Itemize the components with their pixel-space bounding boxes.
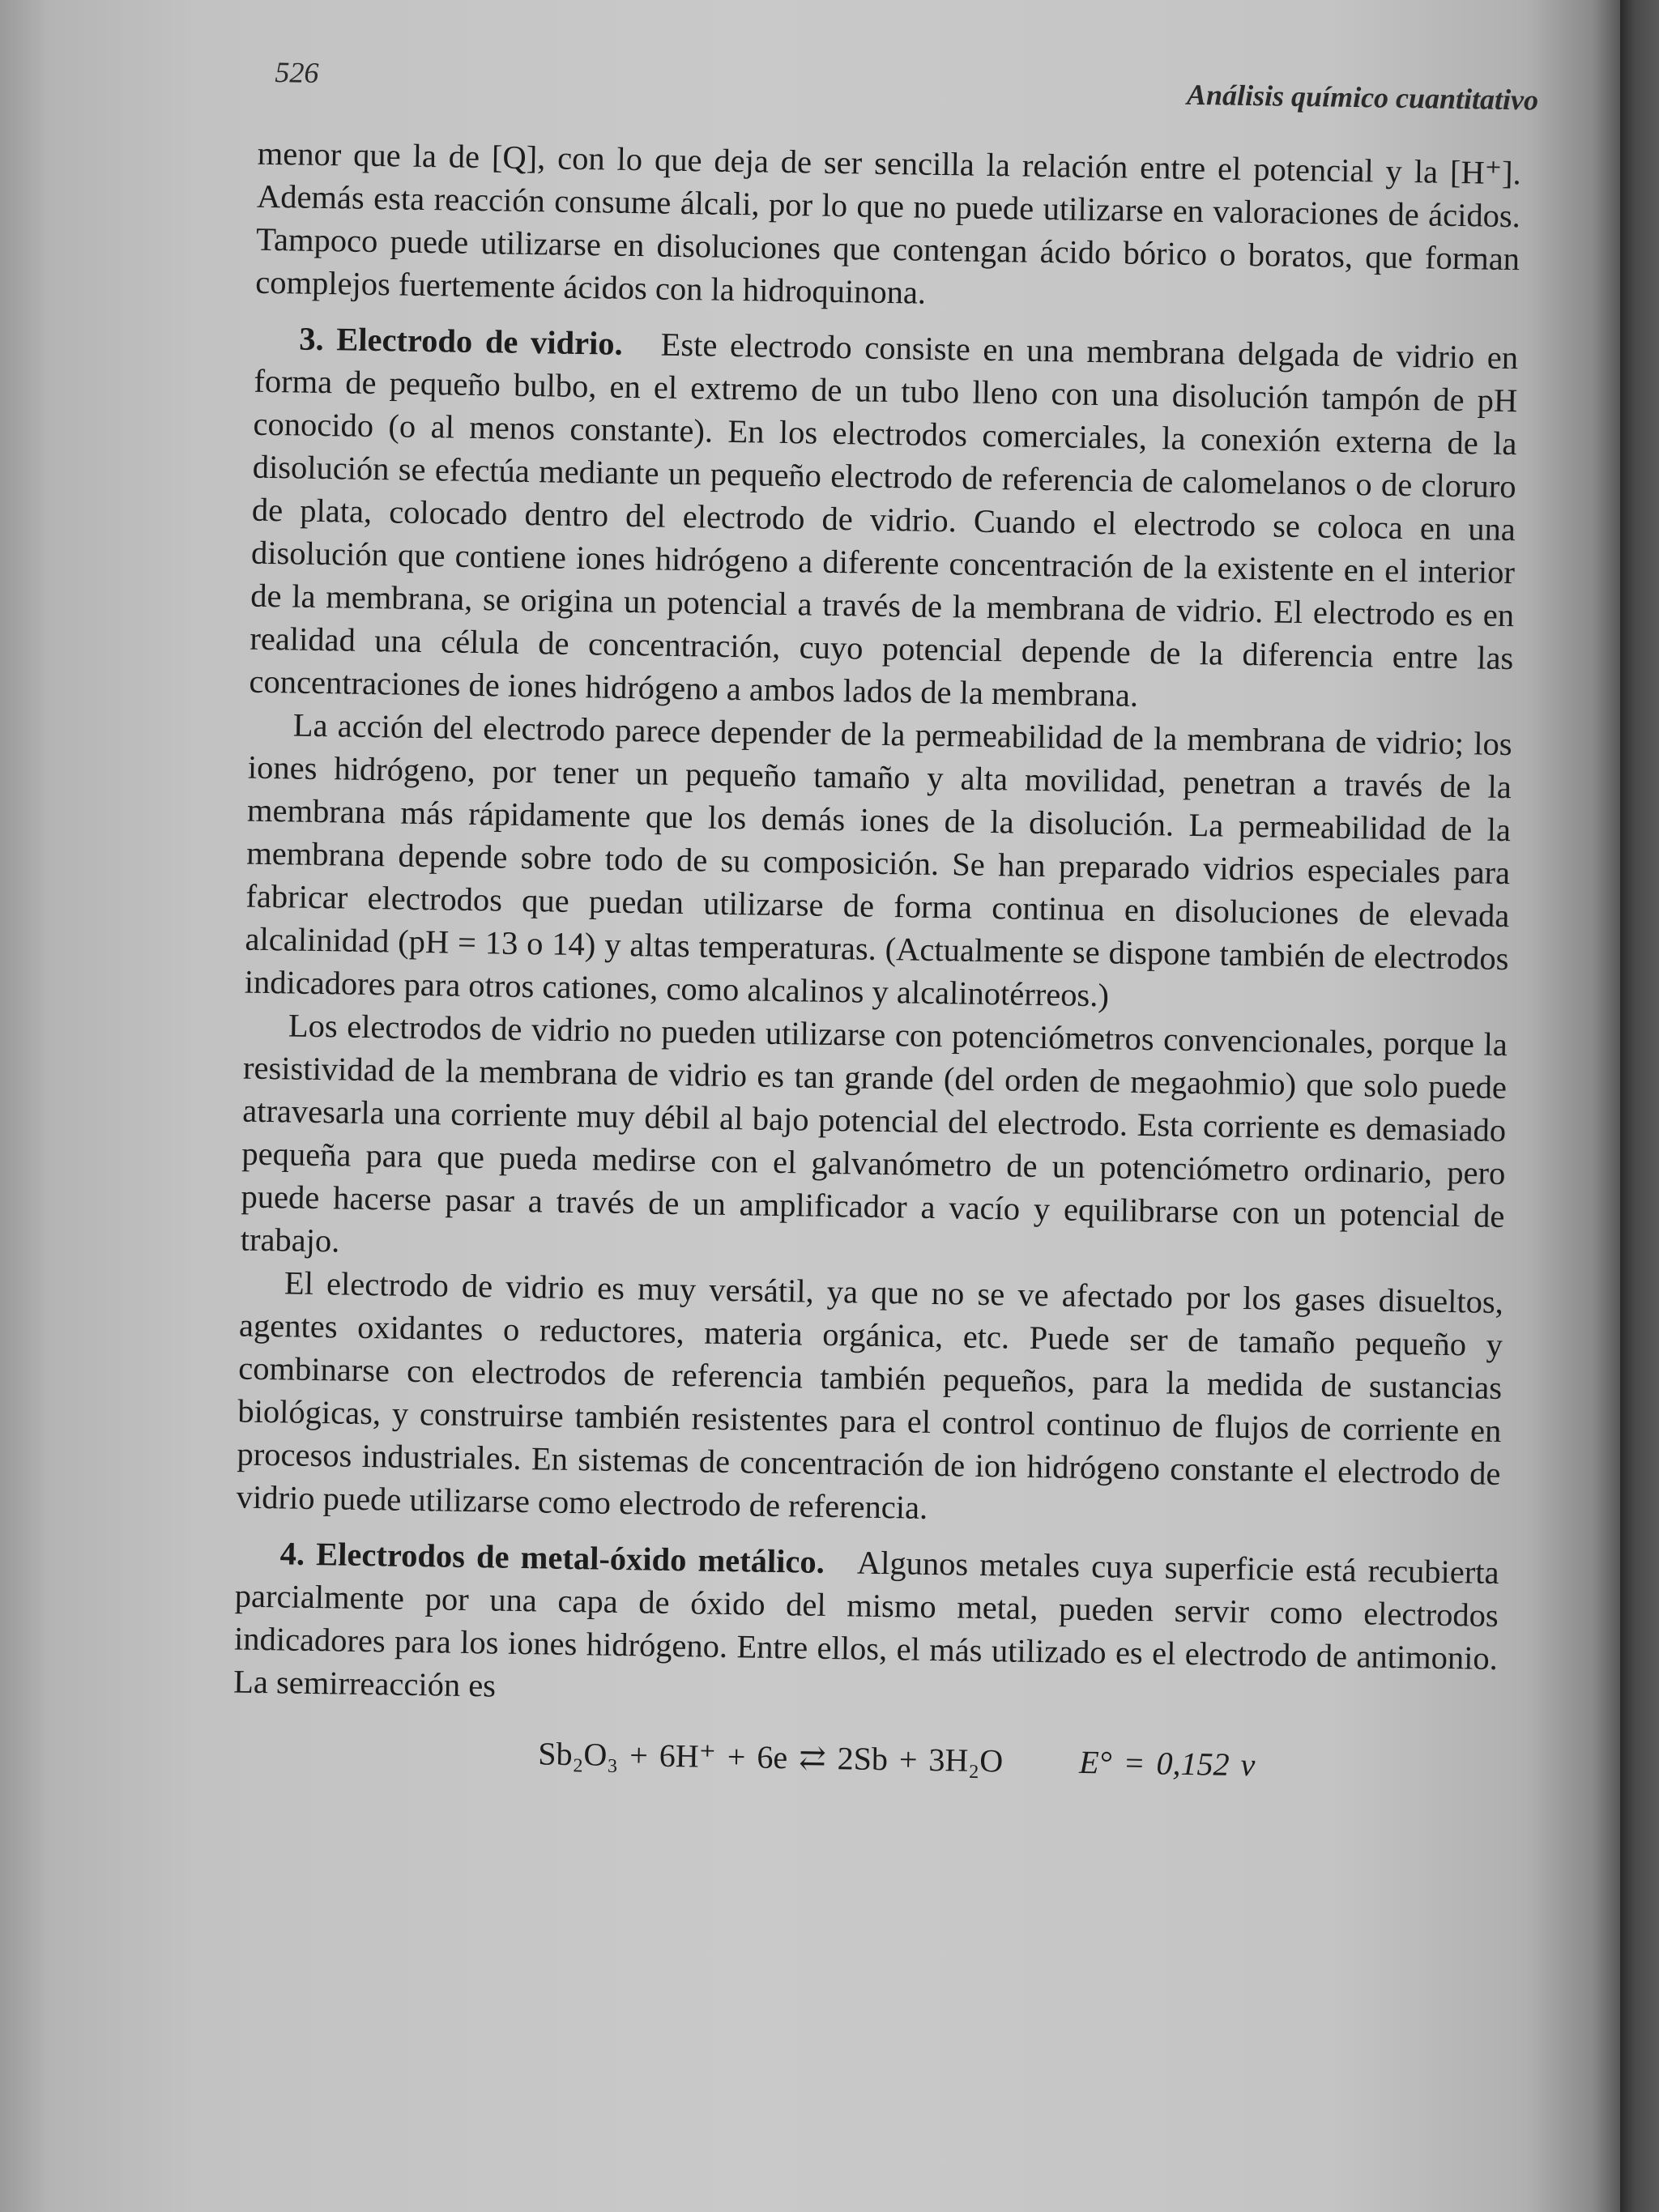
section-3-paragraph [249,317,1518,722]
adjacent-page-edge [1620,0,1659,2212]
paragraph-versatile: El electrodo de vidrio es muy versátil, ya que no se ve afectado por los gases disueltos, agentes oxidantes o reductores, materia orgánica, etc. Puede ser de tamaño pequeño y combinarse con electrodos de referencia también pequeños, para la medida de sustancias biológicas, y construirse también resistentes para el control continuo de flujos de corriente en procesos industriales. En sistemas de concentración de ion hidrógeno constante el electrodo de vidrio puede utilizarse como electrodo de referencia. [236,1264,1504,1526]
body-text [232,132,1522,1790]
equation-reaction: Sb₂O₃ + 6H⁺ + 6e ⇄ 2Sb + 3H₂O [537,1735,1004,1779]
section-3-heading: 3. Electrodo de vidrio. [298,320,624,362]
running-title: Análisis químico cuantitativo [1186,78,1539,117]
section-4-paragraph [233,1532,1499,1723]
antimony-half-reaction [232,1727,1497,1789]
book-page [210,38,1539,2197]
page-number: 526 [275,56,319,89]
section-4-text: Algunos metales cuya superficie está recubierta parcialmente por una capa de óxido del mismo metal, pueden servir como electrodos indicadores para los iones hidrógeno. Entre ellos, el más utilizado es el electrodo de antimonio. La semirreacción es [232,1544,1499,1704]
equation-standard-potential: E° = 0,152 v [1078,1743,1256,1784]
section-3-text: Este electrodo consiste en una membrana delgada de vidrio en forma de pequeño bulbo, en el extremo de un tubo lleno con una disolución tampón de pH conocido (o al menos constante). En los electrodos comerciales, la conexión externa de la disolución se efectúa mediante un pequeño electrodo de referencia de calomelanos o de cloruro de plata, colocado dentro del electrodo de vidrio. Cuando el electrodo se coloca en una disolución que contiene iones hidrógeno a diferente concentración de la existente en el interior de la membrana, se origina un potencial a través de la membrana de vidrio. El electrodo es en realidad una célula de concentración, cuyo potencial depende de la diferencia entre las concentraciones de iones hidrógeno a ambos lados de la membrana. [249,326,1519,714]
section-4-heading: 4. Electrodos de metal-óxido metálico. [279,1535,825,1580]
running-head [275,55,1539,123]
paragraph-potentiometers: Los electrodos de vidrio no pueden utilizarse con potenciómetros convencionales, porque la resistividad de la membrana de vidrio es tan grande (del orden de megaohmio) que solo puede atravesarla una corriente muy débil al bajo potencial del electrodo. Esta corriente es demasiado pequeña para que pueda medirse con el galvanómetro de un potenciómetro ordinario, pero puede hacerse pasar a través de un amplificador a vacío y equilibrarse con un potencial de trabajo. [240,1007,1508,1259]
paragraph-continuation: menor que la de [Q], con lo que deja de ser sencilla la relación entre el potencial y la [H⁺]. Además esta reacción consume álcali, por lo que no puede utilizarse en valoraciones de ácidos. Tampoco puede utilizarse en disoluciones que contengan ácido bórico o boratos, que forman complejos fuertemente ácidos con la hidroquinona. [255,134,1522,311]
paragraph-permeability: La acción del electrodo parece depender de la permeabilidad de la membrana de vidrio; los iones hidrógeno, por tener un pequeño tamaño y alta movilidad, penetran a través de la membrana más rápidamente que los demás iones de la disolución. La permeabilidad de la membrana depende sobre todo de su composición. Se han preparado vidrios especiales para fabricar electrodos que puedan utilizarse de forma continua en disoluciones de elevada alcalinidad (pH = 13 o 14) y altas temperaturas. (Actualmente se dispone también de electrodos indicadores para otros cationes, como alcalinos y alcalinotérreos.) [244,706,1512,1014]
